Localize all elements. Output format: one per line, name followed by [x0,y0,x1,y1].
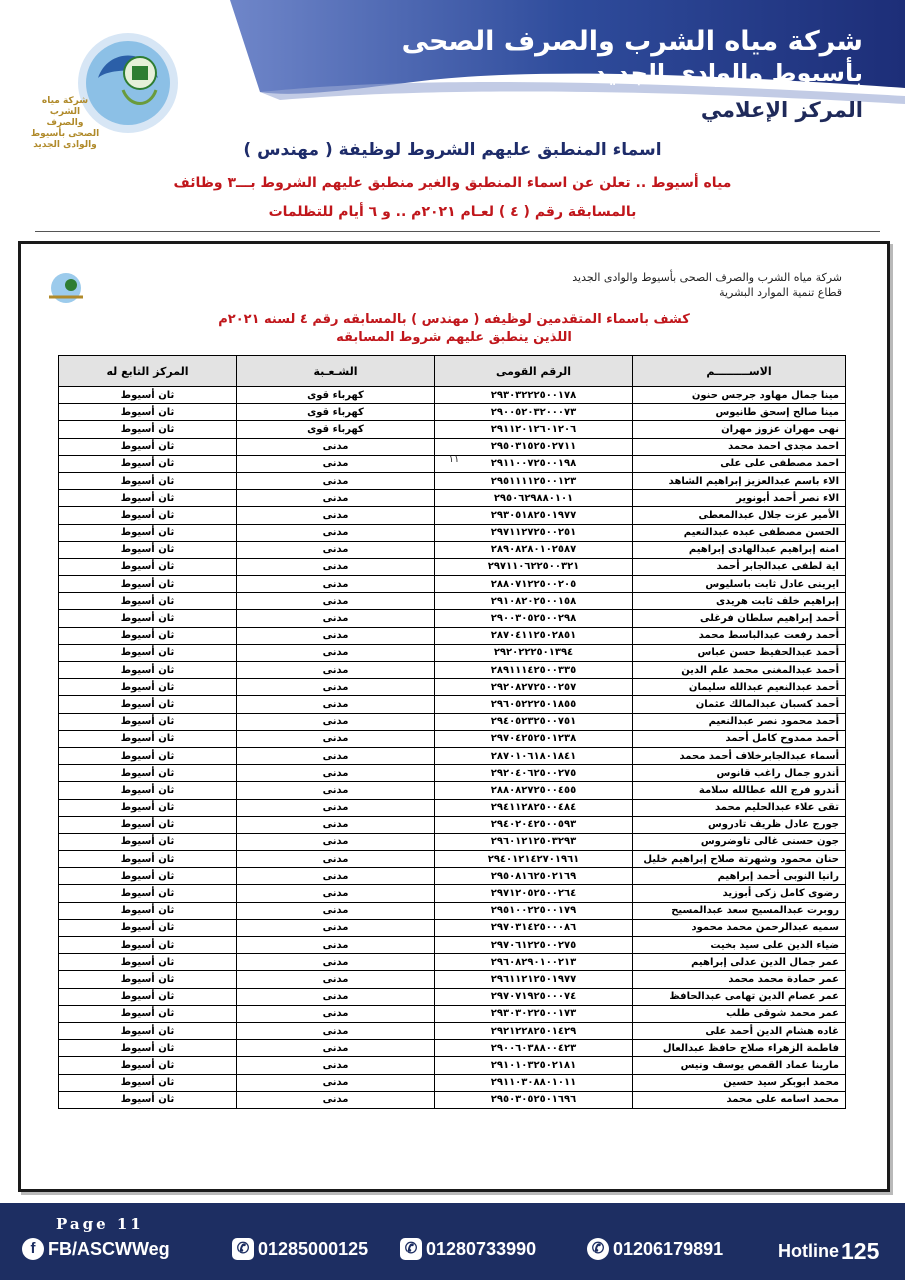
phone-icon: ✆ [232,1238,254,1260]
department: مدنى [237,1005,435,1022]
national-id: ٢٨٩٠٨٢٨٠١٠٢٥٨٧ [435,541,633,558]
center: ثان أسيوط [59,1005,237,1022]
candidate-sheet [18,241,890,1192]
center: ثان أسيوط [59,1074,237,1091]
sheet-org-line2: قطاع تنمية الموارد البشرية [719,286,842,299]
candidate-name: عمر حمادة محمد محمد [633,971,846,988]
hotline-label: Hotline [778,1241,839,1261]
national-id: ٢٩٥١٠٠٢٢٥٠٠١٧٩ [435,902,633,919]
sheet-org [572,270,842,300]
department: مدنى [237,988,435,1005]
candidate-name: احمد مصطفى على على [633,455,846,472]
center: ثان أسيوط [59,610,237,627]
center: ثان أسيوط [59,472,237,489]
table-row [59,747,846,764]
center: ثان أسيوط [59,833,237,850]
sheet-logo [41,271,91,305]
department: مدنى [237,1057,435,1074]
page-footer [0,1203,905,1280]
candidate-name: الحسن مصطفى عبده عبدالنعيم [633,524,846,541]
center: ثان أسيوط [59,421,237,438]
table-row [59,1057,846,1074]
table-row [59,610,846,627]
table-row [59,662,846,679]
national-id: ٢٩٧٠٧١٩٢٥٠٠٠٧٤ [435,988,633,1005]
national-id: ٢٩٦٠٨٢٩٠١٠٠٢١٣ [435,954,633,971]
candidate-name: ايرينى عادل ثابت باسليوس [633,576,846,593]
center: ثان أسيوط [59,507,237,524]
table-row [59,851,846,868]
department: مدنى [237,490,435,507]
sheet-page-number: ١١ [448,454,460,465]
table-row [59,833,846,850]
department: مدنى [237,730,435,747]
national-id: ٢٩٣٠٣٢٢٢٥٠٠١٧٨ [435,387,633,404]
phone1-number: 01285000125 [258,1238,369,1259]
center: ثان أسيوط [59,387,237,404]
facebook-handle: FB/ASCWWeg [48,1238,170,1259]
national-id: ٢٩٢١٢٢٨٢٥٠١٤٢٩ [435,1022,633,1039]
national-id: ٢٩١١٠٣٠٨٨٠١٠١١ [435,1074,633,1091]
center: ثان أسيوط [59,1057,237,1074]
department: مدنى [237,868,435,885]
center: ثان أسيوط [59,404,237,421]
candidate-name: غاده هشام الدين أحمد على [633,1022,846,1039]
candidate-name: نهى مهران عزوز مهران [633,421,846,438]
department: مدنى [237,902,435,919]
center: ثان أسيوط [59,1091,237,1108]
candidate-name: أحمد كسبان عبدالمالك عثمان [633,696,846,713]
table-row [59,438,846,455]
department: مدنى [237,954,435,971]
department: مدنى [237,679,435,696]
department: مدنى [237,765,435,782]
department: مدنى [237,799,435,816]
center: ثان أسيوط [59,490,237,507]
table-row [59,868,846,885]
candidate-name: الاء نصر أحمد أبونوير [633,490,846,507]
candidate-name: عمر عصام الدين تهامى عبدالحافظ [633,988,846,1005]
candidate-name: احمد مجدى احمد محمد [633,438,846,455]
center: ثان أسيوط [59,644,237,661]
national-id: ٢٩١١٢٠١٢٦٠١٢٠٦ [435,421,633,438]
department: مدنى [237,507,435,524]
candidate-name: محمد اسامه على محمد [633,1091,846,1108]
sheet-subtitle: اللذين ينطبق عليهم شروط المسابقه [336,330,572,345]
department: مدنى [237,1091,435,1108]
national-id: ٢٩٥٠٨١٦٢٥٠٢١٦٩ [435,868,633,885]
table-row [59,937,846,954]
national-id: ٢٩٢٠٤٠٦٢٥٠٠٢٧٥ [435,765,633,782]
candidate-name: أحمد إبراهيم سلطان فرغلى [633,610,846,627]
candidate-name: رانيا النوبى أحمد إبراهيم [633,868,846,885]
center: ثان أسيوط [59,747,237,764]
national-id: ٢٩٥٠٣١٥٢٥٠٢٧١١ [435,438,633,455]
center: ثان أسيوط [59,851,237,868]
department: مدنى [237,816,435,833]
national-id: ٢٩٧١٢٠٥٢٥٠٠٢٦٤ [435,885,633,902]
department: مدنى [237,713,435,730]
candidate-name: أسماء عبدالجابرخلاف أحمد محمد [633,747,846,764]
center: ثان أسيوط [59,988,237,1005]
table-row [59,954,846,971]
announcement-line1: مياه أسيوط .. تعلن عن اسماء المنطبق والغير منطبق عليهم الشروط بـــ٣ وظائف [173,175,732,191]
candidate-name: أندرو جمال راغب قانوس [633,765,846,782]
department: مدنى [237,1074,435,1091]
contact-bar [22,1238,892,1266]
table-row [59,988,846,1005]
national-id: ٢٨٩١١١٤٢٥٠٠٣٣٥ [435,662,633,679]
center: ثان أسيوط [59,816,237,833]
table-row [59,387,846,404]
department: كهرباء قوى [237,404,435,421]
hotline-number: 125 [841,1238,880,1264]
table-row [59,507,846,524]
department: مدنى [237,524,435,541]
department: مدنى [237,627,435,644]
candidate-name: أحمد عبدالحفيظ حسن عباس [633,644,846,661]
national-id: ٢٨٨٠٨٢٧٢٥٠٠٤٥٥ [435,782,633,799]
center: ثان أسيوط [59,696,237,713]
table-row [59,644,846,661]
table-row [59,765,846,782]
center: ثان أسيوط [59,576,237,593]
department: مدنى [237,747,435,764]
table-row [59,919,846,936]
national-id: ٢٩٥٠٣٠٥٢٥٠١٦٩٦ [435,1091,633,1108]
hotline[interactable] [778,1238,879,1265]
center: ثان أسيوط [59,782,237,799]
table-row [59,885,846,902]
center: ثان أسيوط [59,868,237,885]
candidate-name: حنان محمود وشهرتة صلاح إبراهيم خليل [633,851,846,868]
whatsapp-number: 01206179891 [613,1238,724,1259]
center: ثان أسيوط [59,799,237,816]
center: ثان أسيوط [59,662,237,679]
sheet-title: كشف باسماء المتقدمين لوظيفه ( مهندس ) بالمسابقه رقم ٤ لسنه ٢٠٢١م [218,312,690,327]
national-id: ٢٩٢٠٨٢٧٢٥٠٠٢٥٧ [435,679,633,696]
center: ثان أسيوط [59,765,237,782]
national-id: ٢٩٧١١٢٧٢٥٠٠٢٥١ [435,524,633,541]
candidate-name: عمر محمد شوقى طلب [633,1005,846,1022]
national-id: ٢٩٠٠٥٢٠٣٢٠٠٠٧٣ [435,404,633,421]
center: ثان أسيوط [59,438,237,455]
candidate-name: روبرت عبدالمسيح سعد عبدالمسيح [633,902,846,919]
candidate-name: إبراهيم خلف ثابت هريدى [633,593,846,610]
table-row [59,696,846,713]
sheet-org-line1: شركة مياه الشرب والصرف الصحى بأسيوط والوادى الجديد [572,271,842,284]
national-id: ٢٩٥١١١١٢٥٠٠١٢٣ [435,472,633,489]
department: مدنى [237,851,435,868]
center: ثان أسيوط [59,902,237,919]
page-label: Page 11 [56,1215,144,1233]
center: ثان أسيوط [59,593,237,610]
table-row [59,713,846,730]
table-row [59,541,846,558]
national-id: ٢٩٦٠١٢١٢٥٠٣٢٩٣ [435,833,633,850]
department: مدنى [237,455,435,472]
phone2-link[interactable] [400,1238,536,1260]
candidate-name: اية لطفى عبدالجابر أحمد [633,558,846,575]
table-row [59,1040,846,1057]
national-id: ٢٩٧١١٠٦٢٢٥٠٠٣٢١ [435,558,633,575]
national-id: ٢٩١١٠٠٧٢٥٠٠١٩٨ [435,455,633,472]
national-id: ٢٩٦٠٥٢٢٢٥٠١٨٥٥ [435,696,633,713]
center: ثان أسيوط [59,885,237,902]
candidate-name: امنه إبراهيم عبدالهادى إبراهيم [633,541,846,558]
center: ثان أسيوط [59,713,237,730]
table-row [59,593,846,610]
candidate-name: رضوى كامل زكى أبوزيد [633,885,846,902]
department: مدنى [237,782,435,799]
candidate-name: أحمد عبدالمغنى محمد علم الدين [633,662,846,679]
media-center-label: المركز الإعلامي [700,98,863,122]
table-row [59,730,846,747]
department: مدنى [237,1022,435,1039]
candidate-name: جورج عادل ظريف تادروس [633,816,846,833]
national-id: ٢٩٤٠٢٠٤٢٥٠٠٥٩٣ [435,816,633,833]
table-header-row [59,356,846,387]
national-id: ٢٩٣٠٣٠٢٢٥٠٠١٧٣ [435,1005,633,1022]
candidate-name: ضياء الدين على سيد بخيت [633,937,846,954]
department: مدنى [237,610,435,627]
candidate-name: الأمير عزت جلال عبدالمعطى [633,507,846,524]
department: مدنى [237,1040,435,1057]
page-header [0,0,905,160]
phone1-link[interactable] [232,1238,368,1260]
department: مدنى [237,438,435,455]
announcement-title: اسماء المنطبق عليهم الشروط لوظيفة ( مهندس ) [243,140,662,160]
phone2-number: 01280733990 [426,1238,537,1259]
national-id: ٢٨٧٠٤١١٢٥٠٢٨٥١ [435,627,633,644]
center: ثان أسيوط [59,1022,237,1039]
candidates-table [58,355,846,1109]
col-national-id-header: الرقم القومى [435,356,633,387]
national-id: ٢٩٧٠٤٢٥٢٥٠١٢٣٨ [435,730,633,747]
table-row [59,421,846,438]
candidate-name: عمر جمال الدين عدلى إبراهيم [633,954,846,971]
department: مدنى [237,937,435,954]
candidate-name: أحمد ممدوح كامل أحمد [633,730,846,747]
col-center-header: المركز التابع له [59,356,237,387]
national-id: ٢٩٤٠١٢١٤٢٧٠١٩٦١ [435,851,633,868]
candidate-name: تقى علاء عبدالحليم محمد [633,799,846,816]
col-department-header: الشـعـبة [237,356,435,387]
candidate-name: الاء باسم عبدالعزيز إبراهيم الشاهد [633,472,846,489]
center: ثان أسيوط [59,954,237,971]
table-row [59,816,846,833]
department: مدنى [237,919,435,936]
company-name-line2: بأسيوط والوادى الجديد [593,59,863,87]
candidate-name: أحمد عبدالنعيم عبدالله سليمان [633,679,846,696]
center: ثان أسيوط [59,558,237,575]
divider [35,231,880,232]
company-name-line1: شركة مياه الشرب والصرف الصحى [401,26,863,57]
center: ثان أسيوط [59,730,237,747]
department: مدنى [237,576,435,593]
department: مدنى [237,558,435,575]
candidate-name: مارينا عماد القمص يوسف ونيس [633,1057,846,1074]
national-id: ٢٩٧٠٣١٤٢٥٠٠٠٨٦ [435,919,633,936]
table-row [59,902,846,919]
logo-text: شركة مياه الشرب والصرف الصحى بأسيوط والوادى الجديد [30,96,100,150]
table-row [59,524,846,541]
department: مدنى [237,662,435,679]
department: مدنى [237,696,435,713]
candidate-name: أحمد رفعت عبدالباسط محمد [633,627,846,644]
department: مدنى [237,644,435,661]
department: مدنى [237,885,435,902]
table-row [59,1091,846,1108]
table-row [59,971,846,988]
candidate-name: مينا صالح إسحق طانيوس [633,404,846,421]
candidate-name: جون حسنى غالى تاوضروس [633,833,846,850]
table-row [59,472,846,489]
candidate-name: فاطمة الزهراء صلاح حافظ عبدالعال [633,1040,846,1057]
national-id: ٢٩٠٠٦٠٣٨٨٠٠٤٢٣ [435,1040,633,1057]
department: مدنى [237,833,435,850]
national-id: ٢٩٠٠٣٠٥٢٥٠٠٢٩٨ [435,610,633,627]
candidate-name: أندرو فرج الله عطالله سلامة [633,782,846,799]
national-id: ٢٩٧٠٦١٢٢٥٠٠٢٧٥ [435,937,633,954]
national-id: ٢٩٦١١٢١٢٥٠١٩٧٧ [435,971,633,988]
national-id: ٢٨٨٠٧١٢٢٥٠٠٢٠٥ [435,576,633,593]
national-id: ٢٩٥٠٦٢٩٨٨٠١٠١ [435,490,633,507]
whatsapp-icon: ✆ [587,1238,609,1260]
table-row [59,627,846,644]
department: كهرباء قوى [237,421,435,438]
candidate-name: سميه عبدالرحمن محمد محمود [633,919,846,936]
candidate-name: محمد ابوبكر سيد حسين [633,1074,846,1091]
national-id: ٢٩٤٠٥٢٣٢٥٠٠٧٥١ [435,713,633,730]
department: كهرباء قوى [237,387,435,404]
facebook-link[interactable] [22,1238,170,1260]
department: مدنى [237,472,435,489]
table-row [59,782,846,799]
national-id: ٢٩٤١١٢٨٢٥٠٠٤٨٤ [435,799,633,816]
center: ثان أسيوط [59,541,237,558]
table-row [59,576,846,593]
national-id: ٢٨٧٠١٠٦١٨٠١٨٤١ [435,747,633,764]
center: ثان أسيوط [59,455,237,472]
center: ثان أسيوط [59,937,237,954]
center: ثان أسيوط [59,679,237,696]
facebook-icon: f [22,1238,44,1260]
department: مدنى [237,593,435,610]
national-id: ٢٩٣٠٥١٨٢٥٠١٩٧٧ [435,507,633,524]
table-row [59,799,846,816]
center: ثان أسيوط [59,524,237,541]
table-row [59,679,846,696]
col-name-header: الاســـــــــم [633,356,846,387]
national-id: ٢٩١٠١٠٣٢٥٠٢١٨١ [435,1057,633,1074]
table-row [59,558,846,575]
department: مدنى [237,541,435,558]
candidate-name: مينا جمال مهاود جرجس حنون [633,387,846,404]
national-id: ٢٩٢٠٢٢٢٥٠١٣٩٤ [435,644,633,661]
whatsapp-link[interactable] [587,1238,723,1260]
national-id: ٢٩١٠٨٢٠٢٥٠٠١٥٨ [435,593,633,610]
table-row [59,490,846,507]
company-name [402,26,863,126]
table-row [59,1005,846,1022]
center: ثان أسيوط [59,971,237,988]
table-row [59,1022,846,1039]
announcement-line2: بالمسابقة رقم ( ٤ ) لعـام ٢٠٢١م .. و ٦ أيام للتظلمات [268,204,637,220]
center: ثان أسيوط [59,1040,237,1057]
center: ثان أسيوط [59,919,237,936]
table-row [59,404,846,421]
table-row [59,1074,846,1091]
phone-icon: ✆ [400,1238,422,1260]
candidate-name: أحمد محمود نصر عبدالنعيم [633,713,846,730]
department: مدنى [237,971,435,988]
center: ثان أسيوط [59,627,237,644]
